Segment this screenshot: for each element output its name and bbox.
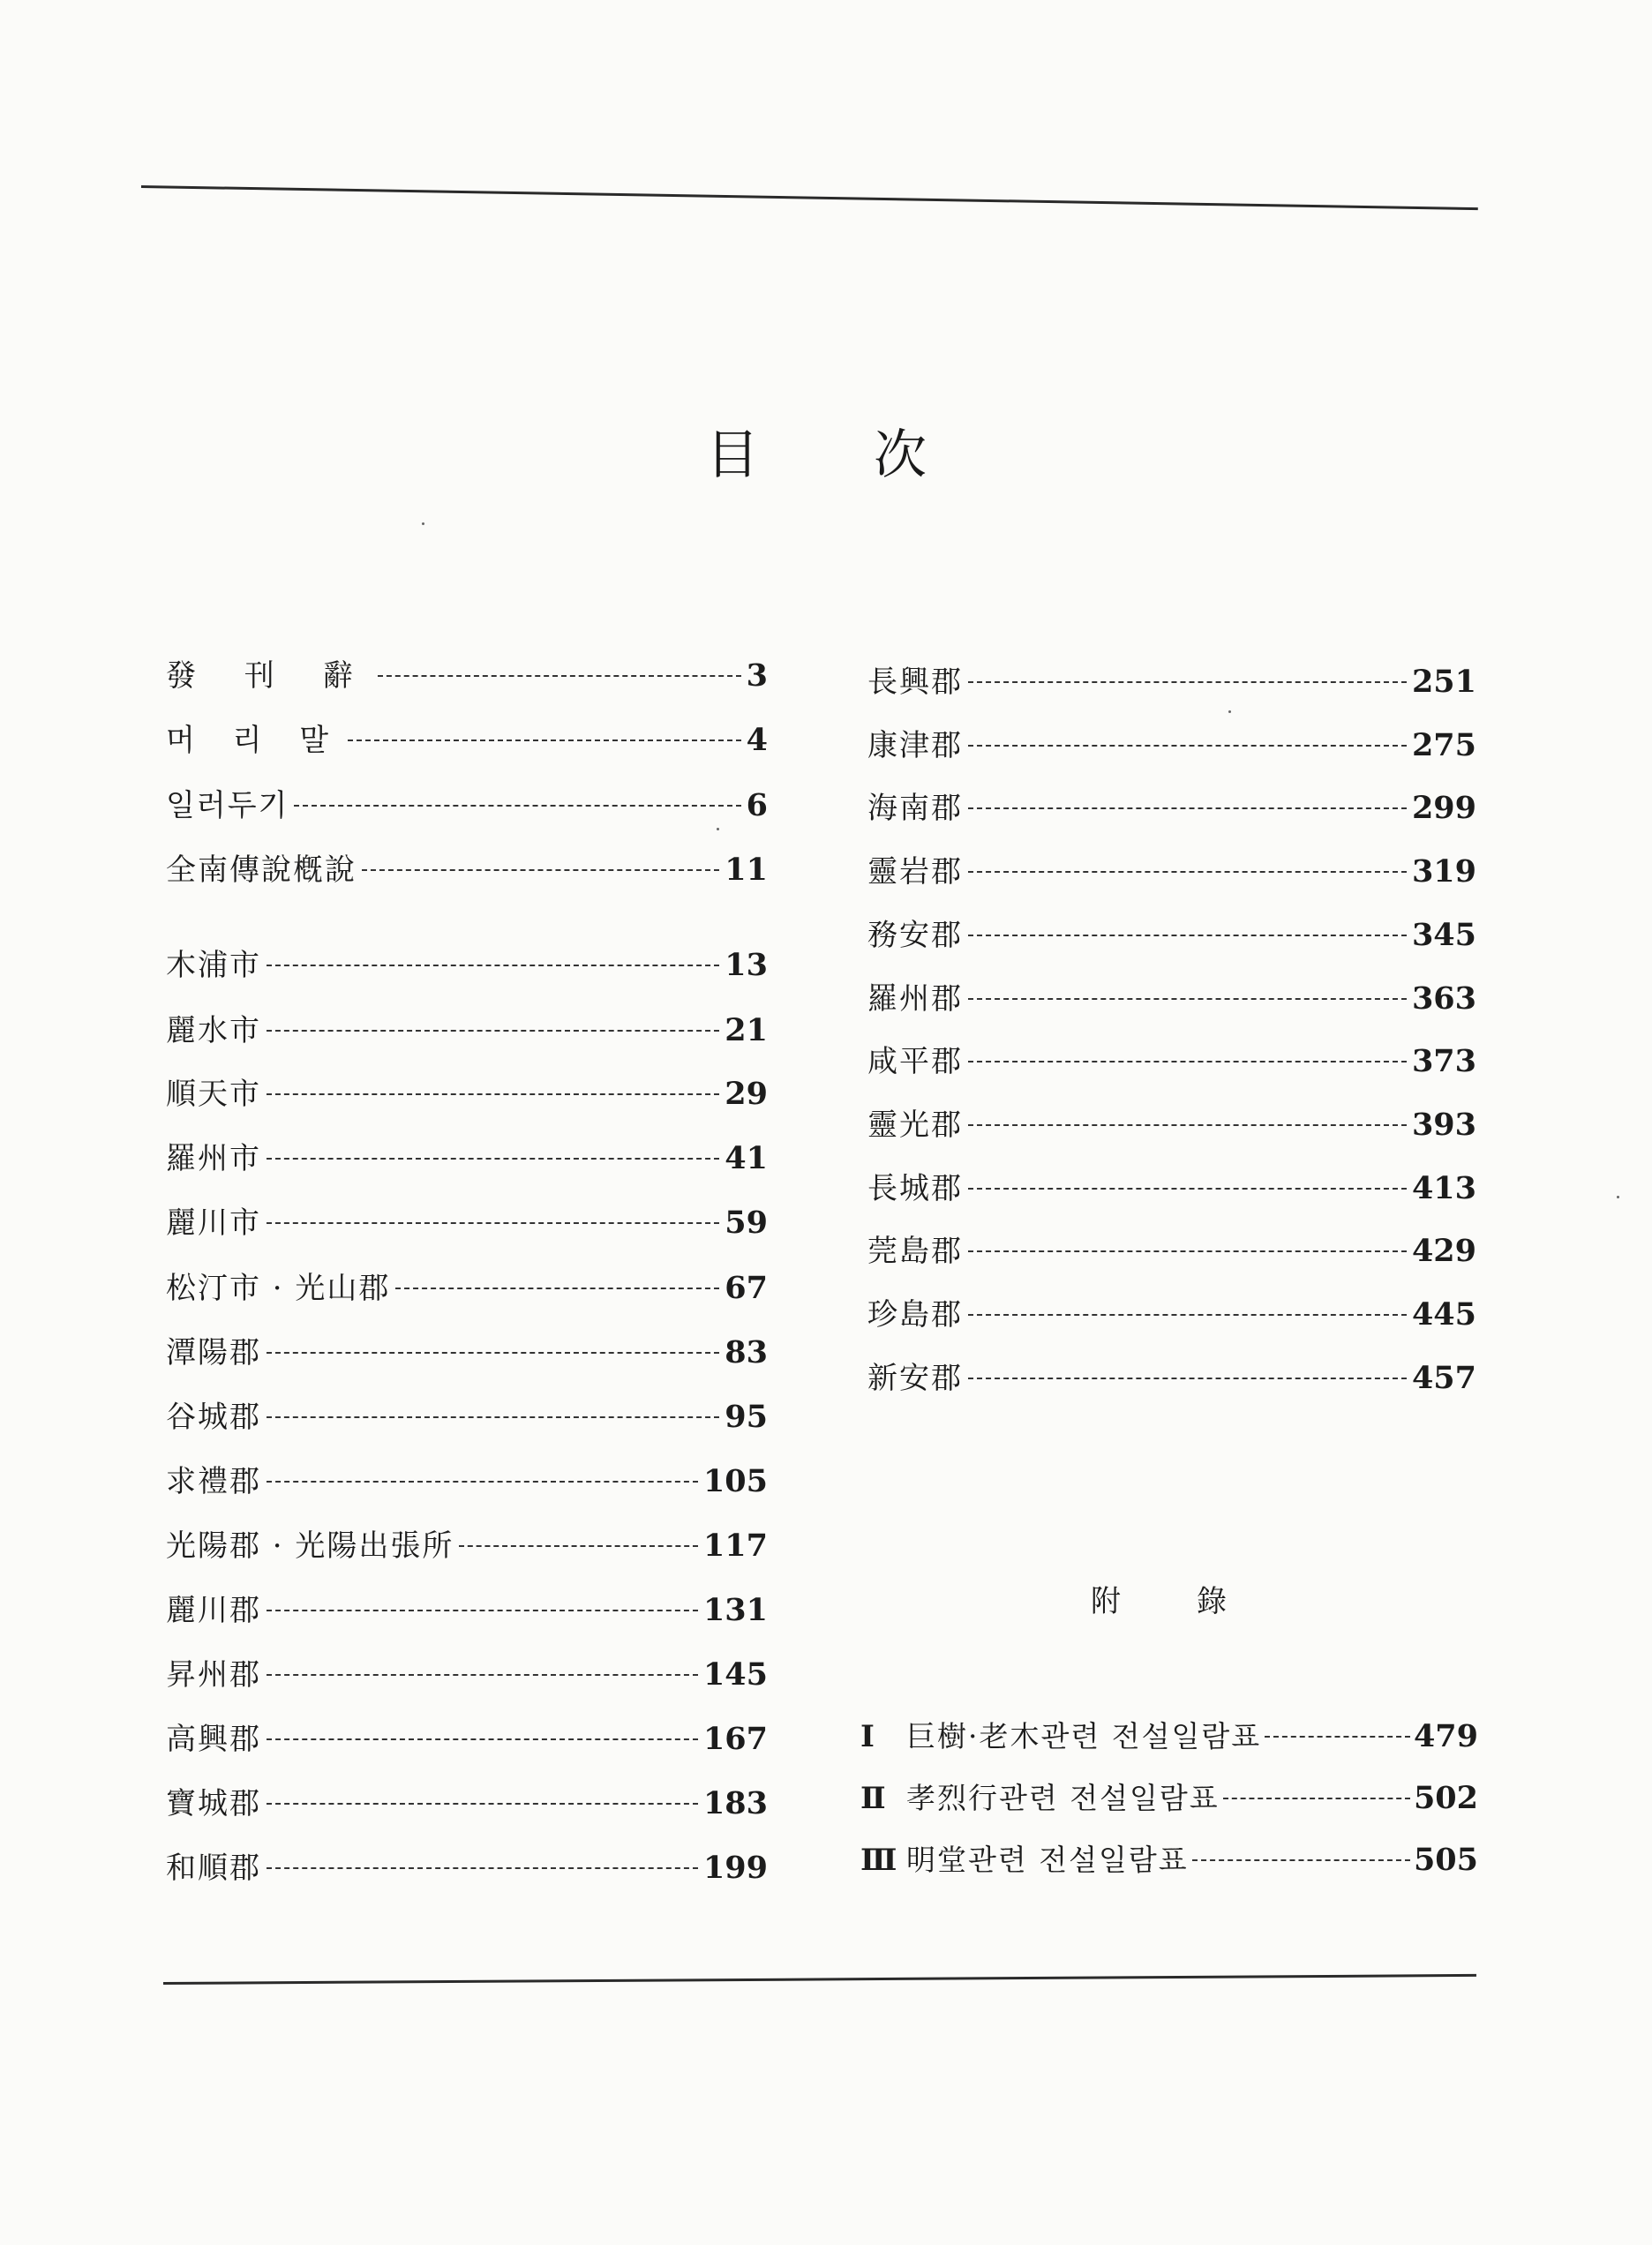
dot-leader [968,1188,1407,1190]
toc-entry[interactable] [166,1843,768,1893]
toc-entry[interactable] [867,657,1476,707]
appendix-heading-char-1: 附 [1091,1584,1121,1619]
toc-entry-page: 145 [702,1656,768,1693]
toc-entry[interactable] [166,716,768,765]
appendix-heading-char-2: 錄 [1197,1584,1227,1619]
dot-leader [267,1610,698,1611]
dot-leader [348,740,740,741]
appendix-entry-page: 479 [1413,1718,1478,1754]
dot-leader [267,1674,698,1676]
toc-entry-label: 昇州郡 [166,1657,261,1693]
toc-entry-page: 457 [1411,1359,1476,1396]
toc-entry-label: 木浦市 [166,948,261,983]
dot-leader [267,1030,719,1032]
appendix-entry-page: 502 [1413,1780,1478,1816]
toc-entry-label: 寶城郡 [166,1786,261,1821]
dot-leader [1265,1736,1410,1738]
appendix-entry-label: 明堂관련 전설일람표 [906,1843,1189,1877]
dot-leader [267,1738,698,1740]
toc-entry[interactable] [867,784,1476,833]
dot-leader [267,1352,719,1354]
dot-leader [267,965,719,966]
dot-leader [968,681,1407,683]
toc-entry-label: 羅州郡 [867,980,963,1017]
appendix-entry-label: 巨樹·老木관련 전설일람표 [906,1719,1262,1753]
toc-entry-label: 長城郡 [867,1170,963,1206]
toc-entry-page: 167 [702,1721,768,1757]
toc-entry-label: 일러두기 [166,788,289,823]
toc-entry-label: 麗水市 [166,1013,261,1048]
toc-entry-page: 363 [1411,980,1476,1017]
toc-entry-label: 靈光郡 [867,1107,963,1143]
appendix-roman-numeral: Ⅰ [860,1719,875,1754]
dot-leader [968,935,1407,936]
appendix-entry-label: 孝烈行관련 전설일람표 [906,1781,1220,1815]
toc-entry[interactable] [166,1328,768,1378]
dot-leader [267,1416,719,1418]
dot-leader [1223,1798,1410,1799]
toc-entry[interactable] [166,651,768,701]
appendix-entry[interactable] [860,1714,1478,1763]
dot-leader [267,1867,698,1869]
toc-entry[interactable] [166,845,768,895]
page-title [706,413,953,484]
toc-entry-label: 求禮郡 [166,1464,261,1499]
toc-entry-label: 海南郡 [867,791,963,827]
toc-entry-label: 莞島郡 [867,1234,963,1270]
top-rule [141,185,1478,210]
toc-entry-page: 251 [1411,664,1476,700]
title-char-1: 目 [706,424,759,486]
toc-entry-label: 潭陽郡 [166,1335,261,1370]
toc-entry-label: 光陽郡 · 光陽出張所 [166,1528,454,1564]
toc-entry-page: 319 [1411,853,1476,890]
toc-entry[interactable] [166,1586,768,1635]
dot-leader [968,871,1407,873]
paper-speck [422,522,424,525]
toc-entry[interactable] [166,1779,768,1828]
toc-entry-page: 345 [1411,916,1476,953]
title-char-2: 次 [874,424,927,486]
toc-entry-page: 105 [702,1463,768,1499]
toc-entry[interactable] [166,1264,768,1313]
dot-leader [362,869,719,871]
dot-leader [968,1314,1407,1316]
toc-entry[interactable] [166,1070,768,1119]
toc-entry-page: 67 [725,1270,768,1306]
toc-entry[interactable] [166,1521,768,1571]
toc-entry-page: 117 [702,1528,768,1564]
toc-entry[interactable] [166,1134,768,1183]
dot-leader [968,745,1407,747]
toc-entry[interactable] [867,1290,1476,1340]
toc-entry[interactable] [867,847,1476,897]
dot-leader [968,998,1407,1000]
dot-leader [968,1061,1407,1062]
toc-entry[interactable] [166,781,768,830]
toc-entry-page: 4 [746,722,768,758]
toc-entry-label: 麗川郡 [166,1593,261,1628]
toc-entry-page: 199 [702,1850,768,1886]
toc-entry-page: 299 [1411,790,1476,827]
dot-leader [395,1288,719,1289]
toc-entry-label: 高興郡 [166,1722,261,1757]
toc-entry[interactable] [867,1354,1476,1403]
toc-entry-label: 康津郡 [867,727,963,763]
dot-leader [1192,1859,1410,1861]
toc-entry-page: 183 [702,1785,768,1821]
toc-entry-label: 松汀市 · 光山郡 [166,1271,391,1306]
appendix-entry[interactable] [860,1837,1478,1887]
toc-entry-page: 131 [702,1592,768,1628]
dot-leader [968,1378,1407,1379]
toc-entry-label: 靈岩郡 [867,854,963,890]
toc-entry-page: 21 [725,1012,768,1048]
appendix-roman-numeral: Ⅲ [860,1843,897,1878]
dot-leader [459,1545,698,1547]
dot-leader [968,807,1407,809]
dot-leader [968,1124,1407,1126]
toc-entry[interactable] [867,911,1476,960]
toc-entry-page: 83 [725,1334,768,1370]
toc-entry[interactable] [166,1393,768,1442]
toc-entry-label: 羅州市 [166,1141,261,1176]
toc-entry-label: 全南傳說槪說 [166,852,357,888]
appendix-roman-numeral: Ⅱ [860,1781,886,1816]
toc-entry[interactable] [166,1650,768,1700]
bottom-rule [163,1974,1476,1985]
toc-entry-label: 머 리 말 [166,723,343,758]
toc-entry-label: 順天市 [166,1077,261,1112]
toc-entry-label: 和順郡 [166,1851,261,1886]
dot-leader [267,1093,719,1095]
toc-entry-label: 咸平郡 [867,1044,963,1080]
toc-entry-label: 長興郡 [867,664,963,700]
dot-leader [267,1222,719,1224]
toc-entry[interactable] [867,1100,1476,1150]
toc-entry-page: 393 [1411,1106,1476,1143]
toc-entry-label: 麗川市 [166,1205,261,1241]
toc-entry-page: 3 [746,657,768,694]
dot-leader [294,805,740,807]
dot-leader [267,1803,698,1805]
toc-entry-page: 275 [1411,726,1476,763]
dot-leader [267,1481,698,1483]
toc-entry[interactable] [867,974,1476,1024]
toc-entry[interactable] [166,1198,768,1248]
toc-entry[interactable] [867,1164,1476,1213]
paper-speck [717,828,719,830]
toc-entry[interactable] [166,1715,768,1764]
paper-speck [1617,1196,1619,1198]
dot-leader [968,1250,1407,1252]
toc-entry[interactable] [867,721,1476,770]
paper-speck [1228,710,1231,713]
toc-entry-page: 29 [725,1076,768,1112]
toc-entry[interactable] [867,1037,1476,1086]
toc-entry-label: 發 刊 辭 [166,658,372,694]
toc-entry-page: 429 [1411,1233,1476,1270]
appendix-entry[interactable] [860,1776,1478,1825]
toc-entry[interactable] [166,1457,768,1506]
toc-entry-page: 373 [1411,1043,1476,1080]
dot-leader [267,1158,719,1160]
toc-entry-page: 11 [725,852,768,888]
toc-entry-label: 務安郡 [867,917,963,953]
toc-entry[interactable] [867,1227,1476,1276]
toc-entry-page: 41 [725,1140,768,1176]
toc-entry-page: 59 [725,1205,768,1241]
toc-entry-page: 95 [725,1399,768,1435]
toc-entry-page: 6 [746,787,768,823]
toc-entry-label: 新安郡 [867,1360,963,1396]
appendix-heading [1091,1577,1285,1621]
toc-entry-page: 445 [1411,1296,1476,1333]
dot-leader [378,675,741,677]
toc-entry-label: 珍島郡 [867,1297,963,1333]
toc-entry-page: 413 [1411,1169,1476,1206]
toc-entry[interactable] [166,1006,768,1055]
appendix-entry-page: 505 [1413,1842,1478,1878]
toc-entry-page: 13 [725,947,768,983]
toc-entry[interactable] [166,941,768,990]
toc-entry-label: 谷城郡 [166,1400,261,1435]
